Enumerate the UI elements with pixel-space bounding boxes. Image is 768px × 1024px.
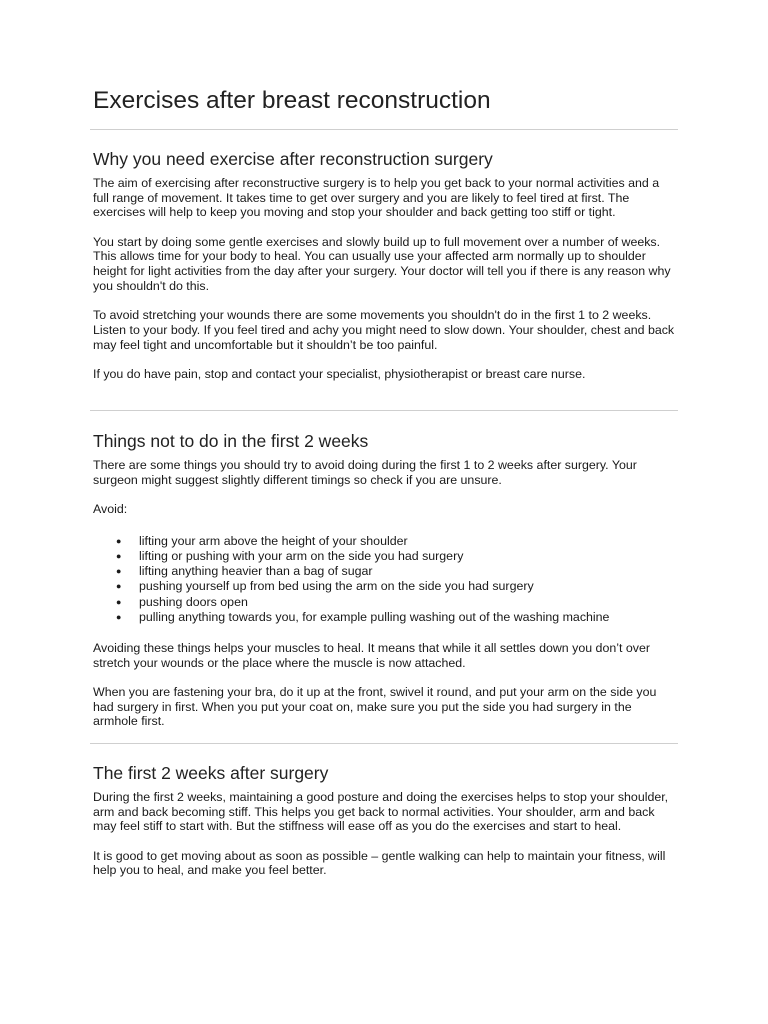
bullet-icon: ● bbox=[116, 596, 122, 607]
bullet-icon: ● bbox=[116, 550, 122, 561]
section-heading: Things not to do in the first 2 weeks bbox=[93, 431, 369, 451]
paragraph: There are some things you should try to avoid doing during the first 1 to 2 weeks after surgery. Your surgeon might suggest slightly different timings so check if you are unsure. bbox=[93, 458, 637, 487]
paragraph: When you are fastening your bra, do it up at the front, swivel it round, and put your arm on the side you had surgery in first. When you put your coat on, make sure you put the side you had surgery in the armhole first. bbox=[93, 684, 657, 729]
section-why-exercise bbox=[93, 148, 678, 382]
paragraph: During the first 2 weeks, maintaining a good posture and doing the exercises helps to stop your shoulder, arm and back becoming stiff. This helps you get back to normal activities. Your shoulder, arm and back may feel stiff to start with. But the stiffness will ease off as you do the exercises and start to heal. bbox=[93, 790, 669, 834]
page-title: Exercises after breast reconstruction bbox=[93, 87, 491, 114]
bullet-icon: ● bbox=[116, 566, 122, 577]
paragraph: If you do have pain, stop and contact your specialist, physiotherapist or breast care nurse. bbox=[93, 366, 586, 381]
list-item: ● pulling anything towards you, for example pulling washing out of the washing machine bbox=[116, 609, 610, 624]
section-heading: Why you need exercise after reconstruction surgery bbox=[93, 149, 493, 169]
paragraph: Avoiding these things helps your muscles to heal. It means that while it all settles down you don’t over stretch your wounds or the place where the muscle is now attached. bbox=[93, 640, 650, 670]
bullet-icon: ● bbox=[116, 535, 122, 546]
list-item: ● pushing yourself up from bed using the arm on the side you had surgery bbox=[116, 579, 534, 594]
section-first-2-weeks bbox=[93, 762, 678, 878]
list-item: ● lifting anything heavier than a bag of sugar bbox=[116, 564, 373, 579]
divider bbox=[90, 743, 678, 744]
paragraph: You start by doing some gentle exercises and slowly build up to full movement over a number of weeks. This allows time for your body to heal. You can usually use your affected arm normally up to shoulder height for light activities from the day after your surgery. Your doctor will tell you if there is any reason why you shouldn't do this. bbox=[93, 234, 671, 293]
bullet-icon: ● bbox=[116, 581, 122, 592]
section-things-not-to-do bbox=[93, 430, 678, 729]
list-item: ● lifting or pushing with your arm on the side you had surgery bbox=[116, 548, 464, 563]
list-item: ● pushing doors open bbox=[116, 594, 248, 609]
paragraph: It is good to get moving about as soon as possible – gentle walking can help to maintain your fitness, will help you to heal, and make you feel better. bbox=[93, 848, 666, 878]
list-item: ● lifting your arm above the height of your shoulder bbox=[116, 533, 408, 548]
avoid-list bbox=[93, 534, 678, 625]
divider bbox=[90, 129, 678, 130]
bullet-icon: ● bbox=[116, 611, 122, 622]
paragraph: The aim of exercising after reconstructive surgery is to help you get back to your normal activities and a full range of movement. It takes time to get over surgery and you are likely to feel tired at first. The exercises will help to keep you moving and stop your shoulder and back getting too stiff or tight. bbox=[93, 176, 660, 220]
divider bbox=[90, 410, 678, 411]
section-heading: The first 2 weeks after surgery bbox=[93, 763, 329, 783]
paragraph: To avoid stretching your wounds there are some movements you shouldn't do in the first 1 to 2 weeks. Listen to your body. If you feel tired and achy you might need to slow down. Your shoulder, chest and back may feel tight and uncomfortable but it shouldn’t be too painful. bbox=[93, 308, 675, 352]
avoid-label: Avoid: bbox=[93, 502, 128, 516]
